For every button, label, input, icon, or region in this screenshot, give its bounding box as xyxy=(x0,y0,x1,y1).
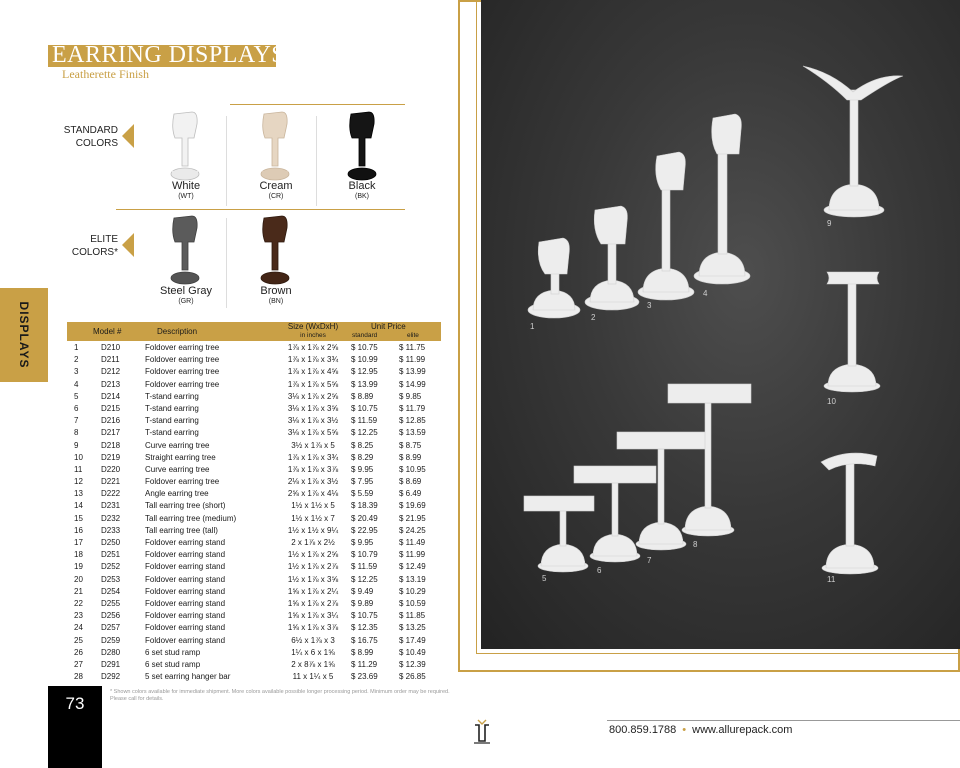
row-number: 6 xyxy=(74,403,79,413)
description: Foldover earring stand xyxy=(145,623,226,633)
model-number: D211 xyxy=(101,355,120,365)
swatch-code: (GR) xyxy=(178,298,194,305)
model-number: D254 xyxy=(101,586,121,596)
table-row xyxy=(67,622,441,634)
row-number: 11 xyxy=(74,464,83,474)
description: 6 set stud ramp xyxy=(145,659,201,669)
price-elite: $ 10.29 xyxy=(399,586,426,596)
model-number: D231 xyxy=(101,501,121,511)
description: Foldover earring stand xyxy=(145,611,226,621)
col-header-size-unit: in inches xyxy=(300,332,326,339)
price-standard: $ 12.35 xyxy=(351,623,378,633)
swatch-name: Black xyxy=(348,180,376,192)
model-number: D257 xyxy=(101,623,121,633)
table-row xyxy=(67,488,441,500)
price-elite: $ 14.99 xyxy=(399,379,426,389)
photo-border xyxy=(476,0,477,654)
model-number: D259 xyxy=(101,635,121,645)
size: 3⅛ x 1⅞ x 3⅝ xyxy=(287,403,339,413)
size: 1½ x 1½ x 5 xyxy=(291,501,335,511)
row-number: 26 xyxy=(74,647,83,657)
price-elite: $ 11.85 xyxy=(399,611,426,621)
swatch-white-sample xyxy=(160,108,210,182)
price-standard: $ 23.69 xyxy=(351,672,378,682)
description: Foldover earring stand xyxy=(145,586,226,596)
model-number: D250 xyxy=(101,538,121,547)
table-row xyxy=(67,476,441,488)
product-label: 3 xyxy=(647,301,652,310)
size: 1½ x 1½ x 9¼ xyxy=(287,525,339,535)
col-header-unit-price: Unit Price xyxy=(371,322,406,331)
description: Tall earring tree (medium) xyxy=(145,513,237,523)
row-number: 22 xyxy=(74,598,83,608)
model-number: D255 xyxy=(101,598,121,608)
price-standard: $ 10.79 xyxy=(351,550,378,560)
price-standard: $ 10.75 xyxy=(351,403,378,413)
col-header-standard: standard xyxy=(352,332,378,339)
price-standard: $ 12.25 xyxy=(351,428,378,438)
price-standard: $ 11.59 xyxy=(351,416,378,426)
model-number: D222 xyxy=(101,489,121,499)
model-number: D280 xyxy=(101,647,121,657)
divider xyxy=(607,720,960,721)
swatch-code: (BK) xyxy=(355,193,369,200)
swatch-brown-sample xyxy=(250,212,300,286)
row-number: 16 xyxy=(74,525,83,535)
size: 1⅝ x 1⅞ x 2⅞ xyxy=(287,598,339,608)
row-number: 17 xyxy=(74,538,83,547)
row-number: 5 xyxy=(74,391,79,401)
row-number: 15 xyxy=(74,513,83,523)
size: 3½ x 1⅞ x 5 xyxy=(291,440,335,450)
price-standard: $ 8.25 xyxy=(351,440,374,450)
footnote: * Shown colors available for immediate shipment. More colors available possible longer processing period. Minimum order may be required. Please call for details. xyxy=(110,689,450,702)
size: 1⅝ x 1⅞ x 2¼ xyxy=(287,586,339,596)
description: T-stand earring xyxy=(145,416,199,426)
standard-colors-label-line2: COLORS xyxy=(75,138,118,149)
model-number: D251 xyxy=(101,550,121,560)
size: 1⅞ x 1⅞ x 5⅝ xyxy=(287,379,339,389)
table-header xyxy=(67,322,441,341)
row-number: 8 xyxy=(74,428,79,438)
price-elite: $ 12.39 xyxy=(399,659,426,669)
description: Foldover earring stand xyxy=(145,538,226,547)
row-number: 28 xyxy=(74,672,83,682)
model-number: D252 xyxy=(101,562,121,572)
product-label: 10 xyxy=(827,397,836,406)
model-number: D212 xyxy=(101,367,121,377)
description: Curve earring tree xyxy=(145,464,210,474)
price-elite: $ 10.59 xyxy=(399,598,426,608)
price-elite: $ 11.49 xyxy=(399,538,426,547)
product-label: 9 xyxy=(827,219,832,228)
size: 1⅞ x 1⅞ x 4⅝ xyxy=(287,367,339,377)
size: 6½ x 1⅞ x 3 xyxy=(291,635,335,645)
divider xyxy=(316,116,317,206)
description: Foldover earring stand xyxy=(145,550,226,560)
row-number: 20 xyxy=(74,574,83,584)
description: T-stand earring xyxy=(145,391,199,401)
price-elite: $ 11.99 xyxy=(399,550,426,560)
model-number: D214 xyxy=(101,391,121,401)
size: 3⅛ x 1⅞ x 2⅝ xyxy=(287,391,339,401)
swatch-cream-sample xyxy=(250,108,300,182)
size: 1½ x 1⅞ x 3⅝ xyxy=(287,574,339,584)
table-row xyxy=(67,586,441,598)
price-elite: $ 19.69 xyxy=(399,501,426,511)
row-number: 24 xyxy=(74,623,83,633)
swatch-steel-gray-sample xyxy=(160,212,210,286)
table-row xyxy=(67,513,441,525)
table-row xyxy=(67,635,441,647)
price-standard: $ 8.99 xyxy=(351,647,374,657)
description: Curve earring tree xyxy=(145,440,210,450)
elite-colors-label-line1: ELITE xyxy=(90,234,118,245)
description: Angle earring tree xyxy=(145,489,209,499)
price-elite: $ 26.85 xyxy=(399,672,426,682)
product-label: 5 xyxy=(542,574,547,583)
size: 1½ x 1½ x 7 xyxy=(291,513,335,523)
col-header-model: Model # xyxy=(93,327,122,336)
row-number: 13 xyxy=(74,489,83,499)
description: Foldover earring tree xyxy=(145,343,220,352)
price-elite: $ 12.49 xyxy=(399,562,426,572)
model-number: D253 xyxy=(101,574,121,584)
model-number: D219 xyxy=(101,452,121,462)
swatch-name: Cream xyxy=(259,180,293,192)
col-header-size: Size (WxDxH) xyxy=(287,322,339,331)
price-elite: $ 9.85 xyxy=(399,391,422,401)
product-label: 11 xyxy=(827,575,836,584)
model-number: D291 xyxy=(101,659,121,669)
col-header-description: Description xyxy=(157,327,198,336)
price-elite: $ 10.95 xyxy=(399,464,426,474)
product-photo xyxy=(481,0,960,649)
price-standard: $ 5.59 xyxy=(351,489,374,499)
size: 1½ x 1⅞ x 2⅞ xyxy=(287,562,339,572)
size: 2 x 1⅞ x 2½ xyxy=(291,538,335,547)
row-number: 2 xyxy=(74,355,79,365)
table-row xyxy=(67,574,441,586)
size: 2⅛ x 1⅞ x 3½ xyxy=(287,477,339,487)
table-row xyxy=(67,440,441,452)
row-number: 3 xyxy=(74,367,79,377)
col-header-elite: elite xyxy=(407,332,419,339)
price-elite: $ 8.75 xyxy=(399,440,422,450)
contact-phone: 800.859.1788 xyxy=(609,724,677,736)
price-elite: $ 11.75 xyxy=(399,343,426,352)
description: Tall earring tree (tall) xyxy=(145,525,218,535)
description: Tall earring tree (short) xyxy=(145,501,226,511)
row-number: 19 xyxy=(74,562,83,572)
contact-separator: • xyxy=(682,724,687,736)
swatch-code: (BN) xyxy=(268,298,284,305)
row-number: 1 xyxy=(74,343,79,352)
table-row xyxy=(67,659,441,671)
price-elite: $ 8.99 xyxy=(399,452,422,462)
description: 5 set earring hanger bar xyxy=(145,672,231,682)
table-row xyxy=(67,415,441,427)
model-number: D218 xyxy=(101,440,121,450)
model-number: D256 xyxy=(101,611,121,621)
product-label: 1 xyxy=(530,322,535,331)
table-row xyxy=(67,598,441,610)
model-number: D216 xyxy=(101,416,121,426)
size: 1⅝ x 1⅞ x 3⅞ xyxy=(287,623,339,633)
price-standard: $ 22.95 xyxy=(351,525,378,535)
standard-colors-label xyxy=(40,124,118,150)
row-number: 10 xyxy=(74,452,83,462)
size: 3⅛ x 1⅞ x 5⅝ xyxy=(287,428,339,438)
model-number: D220 xyxy=(101,464,121,474)
description: Foldover earring tree xyxy=(145,355,220,365)
row-number: 4 xyxy=(74,379,79,389)
table-row xyxy=(67,549,441,561)
photo-border xyxy=(476,653,960,654)
product-label: 6 xyxy=(597,566,602,575)
row-number: 27 xyxy=(74,659,83,669)
divider xyxy=(226,116,227,206)
model-number: D215 xyxy=(101,403,121,413)
price-elite: $ 17.49 xyxy=(399,635,426,645)
table-row xyxy=(67,525,441,537)
price-table-body xyxy=(67,342,441,683)
divider xyxy=(226,218,227,308)
size: 1½ x 1⅞ x 2⅝ xyxy=(287,550,339,560)
price-standard: $ 9.95 xyxy=(351,538,374,547)
elite-colors-label xyxy=(40,233,118,259)
product-label: 7 xyxy=(647,556,652,565)
price-standard: $ 11.29 xyxy=(351,659,378,669)
elite-colors-arrow xyxy=(122,233,134,257)
model-number: D210 xyxy=(101,343,121,352)
row-number: 21 xyxy=(74,586,83,596)
table-row xyxy=(67,391,441,403)
size: 1¼ x 6 x 1⅝ xyxy=(291,647,335,657)
product-label: 2 xyxy=(591,313,596,322)
price-elite: $ 13.25 xyxy=(399,623,426,633)
description: Foldover earring tree xyxy=(145,477,220,487)
model-number: D217 xyxy=(101,428,121,438)
price-standard: $ 12.25 xyxy=(351,574,378,584)
divider xyxy=(116,209,405,210)
table-row xyxy=(67,610,441,622)
contact-info xyxy=(609,724,792,736)
swatch-name: White xyxy=(171,180,201,192)
divider xyxy=(230,104,405,105)
table-row xyxy=(67,379,441,391)
swatch-name: Brown xyxy=(260,285,292,297)
price-elite: $ 11.79 xyxy=(399,403,426,413)
price-standard: $ 16.75 xyxy=(351,635,378,645)
brand-logo-icon xyxy=(473,719,491,745)
row-number: 12 xyxy=(74,477,83,487)
row-number: 18 xyxy=(74,550,83,560)
price-standard: $ 10.75 xyxy=(351,611,378,621)
price-elite: $ 6.49 xyxy=(399,489,422,499)
product-label: 4 xyxy=(703,289,708,298)
description: Foldover earring stand xyxy=(145,598,226,608)
price-standard: $ 10.99 xyxy=(351,355,378,365)
price-standard: $ 9.95 xyxy=(351,464,374,474)
table-row xyxy=(67,500,441,512)
table-row xyxy=(67,452,441,464)
price-standard: $ 9.89 xyxy=(351,598,374,608)
model-number: D232 xyxy=(101,513,121,523)
page-number: 73 xyxy=(65,694,85,713)
standard-colors-arrow xyxy=(122,124,134,148)
table-row xyxy=(67,342,441,354)
price-standard: $ 7.95 xyxy=(351,477,374,487)
size: 1⅞ x 1⅞ x 3¾ xyxy=(287,355,339,365)
table-row xyxy=(67,354,441,366)
description: 6 set stud ramp xyxy=(145,647,201,657)
table-row xyxy=(67,561,441,573)
swatch-name: Steel Gray xyxy=(160,285,212,297)
row-number: 23 xyxy=(74,611,83,621)
size: 1⅝ x 1⅞ x 3¼ xyxy=(287,611,339,621)
size: 2⅝ x 1⅞ x 4⅛ xyxy=(287,489,339,499)
description: T-stand earring xyxy=(145,403,199,413)
description: Foldover earring tree xyxy=(145,379,220,389)
swatch-code: (WT) xyxy=(178,193,194,200)
contact-website: www.allurepack.com xyxy=(692,724,793,736)
price-standard: $ 12.95 xyxy=(351,367,378,377)
model-number: D292 xyxy=(101,672,121,682)
price-elite: $ 13.19 xyxy=(399,574,426,584)
description: Foldover earring stand xyxy=(145,635,226,645)
elite-colors-label-line2: COLORS* xyxy=(71,247,118,258)
size: 1⅞ x 1⅞ x 3⅞ xyxy=(287,464,339,474)
description: T-stand earring xyxy=(145,428,199,438)
table-row xyxy=(67,366,441,378)
standard-colors-label-line1: STANDARD xyxy=(63,125,118,136)
price-elite: $ 8.69 xyxy=(399,477,422,487)
price-elite: $ 10.49 xyxy=(399,647,426,657)
description: Foldover earring stand xyxy=(145,574,226,584)
price-standard: $ 11.59 xyxy=(351,562,378,572)
section-tab-label: DISPLAYS xyxy=(17,301,31,369)
price-elite: $ 11.99 xyxy=(399,355,426,365)
row-number: 9 xyxy=(74,440,79,450)
size: 11 x 1¼ x 5 xyxy=(292,672,334,682)
product-label: 8 xyxy=(693,540,698,549)
product-photo-illustration xyxy=(481,0,960,649)
size: 3⅛ x 1⅞ x 3½ xyxy=(287,416,339,426)
description: Foldover earring stand xyxy=(145,562,226,572)
row-number: 14 xyxy=(74,501,83,511)
swatch-code: (CR) xyxy=(268,193,284,200)
description: Straight earring tree xyxy=(145,452,216,462)
table-row xyxy=(67,537,441,549)
size: 2 x 8⅞ x 1⅝ xyxy=(291,659,335,669)
model-number: D213 xyxy=(101,379,121,389)
price-elite: $ 24.25 xyxy=(399,525,426,535)
price-standard: $ 9.49 xyxy=(351,586,374,596)
price-standard: $ 13.99 xyxy=(351,379,378,389)
price-standard: $ 20.49 xyxy=(351,513,378,523)
price-elite: $ 13.59 xyxy=(399,428,426,438)
table-row xyxy=(67,427,441,439)
model-number: D221 xyxy=(101,477,121,487)
description: Foldover earring tree xyxy=(145,367,220,377)
row-number: 7 xyxy=(74,416,79,426)
price-standard: $ 10.75 xyxy=(351,343,378,352)
swatch-black-sample xyxy=(337,108,387,182)
table-row xyxy=(67,403,441,415)
page-title: EARRING DISPLAYS xyxy=(52,42,286,68)
table-row xyxy=(67,464,441,476)
price-elite: $ 21.95 xyxy=(399,513,426,523)
price-elite: $ 13.99 xyxy=(399,367,426,377)
table-row xyxy=(67,671,441,683)
page-subtitle: Leatherette Finish xyxy=(62,67,149,81)
row-number: 25 xyxy=(74,635,83,645)
price-standard: $ 18.39 xyxy=(351,501,378,511)
size: 1⅞ x 1⅞ x 3¾ xyxy=(287,452,339,462)
price-elite: $ 12.85 xyxy=(399,416,426,426)
size: 1⅞ x 1⅞ x 2⅝ xyxy=(287,343,339,352)
price-standard: $ 8.29 xyxy=(351,452,374,462)
price-standard: $ 8.89 xyxy=(351,391,374,401)
model-number: D233 xyxy=(101,525,121,535)
table-row xyxy=(67,647,441,659)
